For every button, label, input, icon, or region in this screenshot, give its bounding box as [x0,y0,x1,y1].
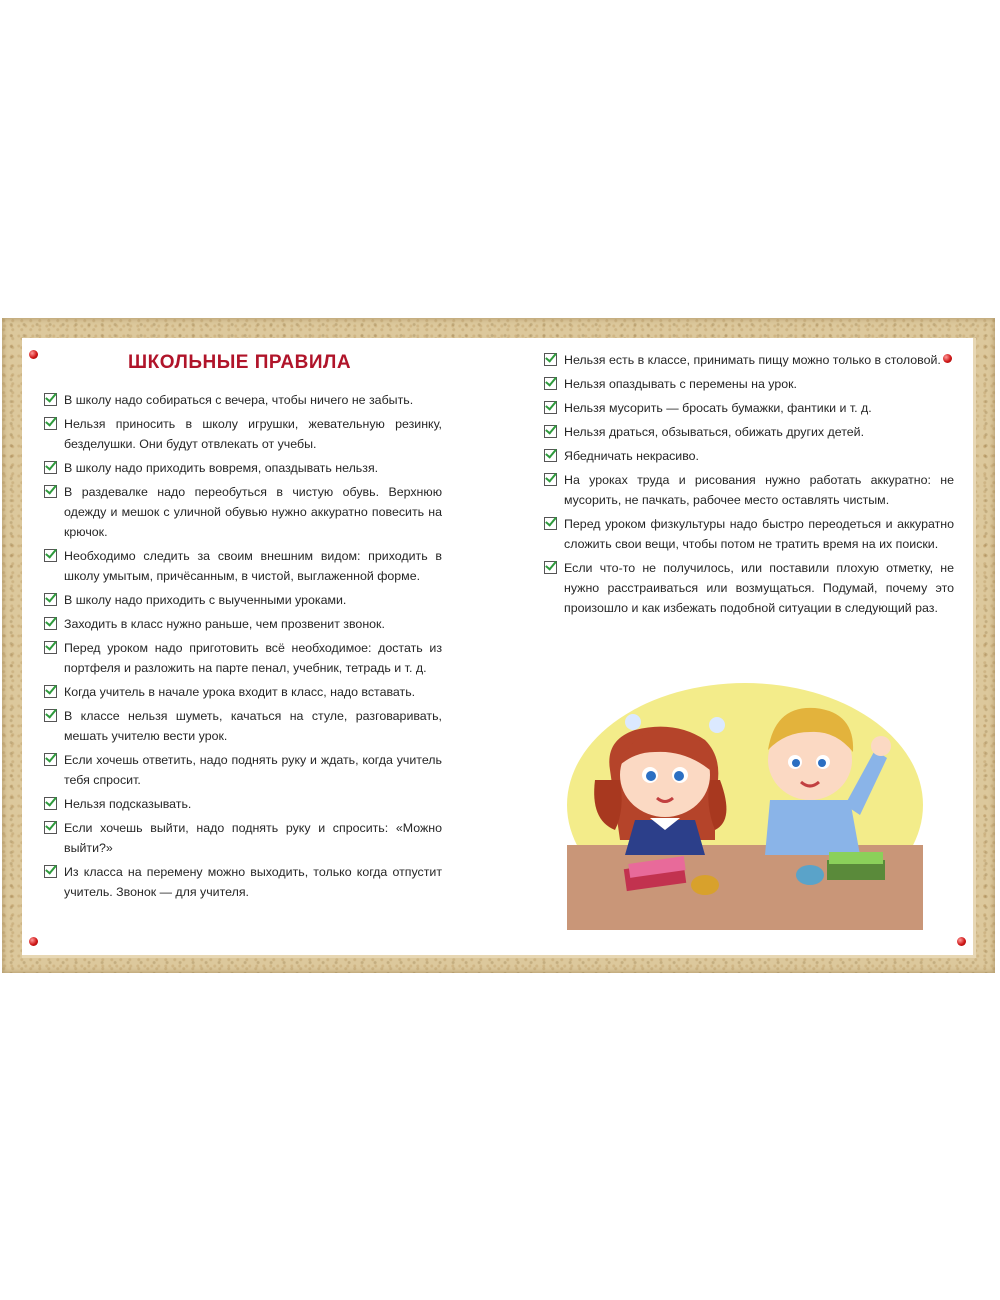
rule-item [44,458,442,478]
rule-item [44,818,442,858]
rule-item [44,682,442,702]
rule-item [544,422,954,442]
rule-text: Перед уроком надо приготовить всё необходимое: достать из портфеля и разложить на парте пенал, учебник, тетрадь и т. д. [64,641,442,675]
checkbox-checked-icon [44,753,57,766]
rule-item [44,638,442,678]
checkbox-checked-icon [44,709,57,722]
rule-item [44,750,442,790]
rule-item [44,794,442,814]
pin-icon [29,350,38,359]
rule-item [44,414,442,454]
rule-text: Нельзя опаздывать с перемены на урок. [564,377,797,391]
pin-icon [957,937,966,946]
rule-text: Если хочешь ответить, надо поднять руку и ждать, когда учитель тебя спросит. [64,753,442,787]
rule-item [544,374,954,394]
rule-text: Перед уроком физкультуры надо быстро переодеться и аккуратно сложить свои вещи, чтобы потом не тратить время на их поиски. [564,517,954,551]
page-title: ШКОЛЬНЫЕ ПРАВИЛА [128,352,352,373]
rule-item [44,482,442,542]
rule-text: Нельзя драться, обзываться, обижать других детей. [564,425,865,439]
rule-text: В классе нельзя шуметь, качаться на стуле, разговаривать, мешать учителю вести урок. [64,709,442,743]
rule-text: Когда учитель в начале урока входит в класс, надо вставать. [64,685,416,699]
checkbox-checked-icon [44,461,57,474]
checkbox-checked-icon [44,417,57,430]
checkbox-checked-icon [544,425,557,438]
checkbox-checked-icon [544,561,557,574]
rule-item [544,558,954,618]
checkbox-checked-icon [44,797,57,810]
rules-list-right [544,350,954,622]
rule-item [544,398,954,418]
checkbox-checked-icon [44,393,57,406]
rule-text: Необходимо следить за своим внешним видом: приходить в школу умытым, причёсанным, в чистой, выглаженной форме. [64,549,442,583]
checkbox-checked-icon [544,401,557,414]
checkbox-checked-icon [544,353,557,366]
rule-item [44,590,442,610]
rule-item [44,546,442,586]
checkbox-checked-icon [44,821,57,834]
rule-text: Заходить в класс нужно раньше, чем прозвенит звонок. [64,617,385,631]
checkbox-checked-icon [44,685,57,698]
rule-text: Нельзя есть в классе, принимать пищу можно только в столовой. [564,353,941,367]
rule-text: Ябедничать некрасиво. [564,449,699,463]
rule-text: В раздевалке надо переобуться в чистую обувь. Верхнюю одежду и мешок с уличной обувью нужно аккуратно повесить на крючок. [64,485,442,539]
rule-text: В школу надо собираться с вечера, чтобы ничего не забыть. [64,393,414,407]
rule-item [544,446,954,466]
children-illustration [565,680,925,930]
checkbox-checked-icon [44,617,57,630]
checkbox-checked-icon [44,549,57,562]
rule-item [44,862,442,902]
rule-text: Если хочешь выйти, надо поднять руку и спросить: «Можно выйти?» [64,821,442,855]
checkbox-checked-icon [544,377,557,390]
rule-text: В школу надо приходить вовремя, опаздывать нельзя. [64,461,379,475]
checkbox-checked-icon [544,449,557,462]
rule-text: На уроках труда и рисования нужно работать аккуратно: не мусорить, не пачкать, рабочее место оставлять чистым. [564,473,954,507]
rules-list-left [44,390,442,906]
rule-item [544,470,954,510]
rule-text: Из класса на перемену можно выходить, только когда отпустит учитель. Звонок — для учителя. [64,865,442,899]
rule-text: Если что-то не получилось, или поставили плохую отметку, не нужно расстраиваться или возмущаться. Подумай, почему это произошло и как избежать подобной ситуации в следующий раз. [564,561,954,615]
checkbox-checked-icon [44,865,57,878]
rule-text: В школу надо приходить с выученными уроками. [64,593,347,607]
checkbox-checked-icon [544,473,557,486]
rule-item [44,706,442,746]
rule-item [544,514,954,554]
rule-item [44,390,442,410]
pin-icon [29,937,38,946]
checkbox-checked-icon [544,517,557,530]
checkbox-checked-icon [44,593,57,606]
rule-text: Нельзя мусорить — бросать бумажки, фантики и т. д. [564,401,872,415]
checkbox-checked-icon [44,485,57,498]
rule-item [44,614,442,634]
checkbox-checked-icon [44,641,57,654]
rule-item [544,350,954,370]
rule-text: Нельзя приносить в школу игрушки, жевательную резинку, безделушки. Они будут отвлекать от учебы. [64,417,442,451]
rule-text: Нельзя подсказывать. [64,797,192,811]
